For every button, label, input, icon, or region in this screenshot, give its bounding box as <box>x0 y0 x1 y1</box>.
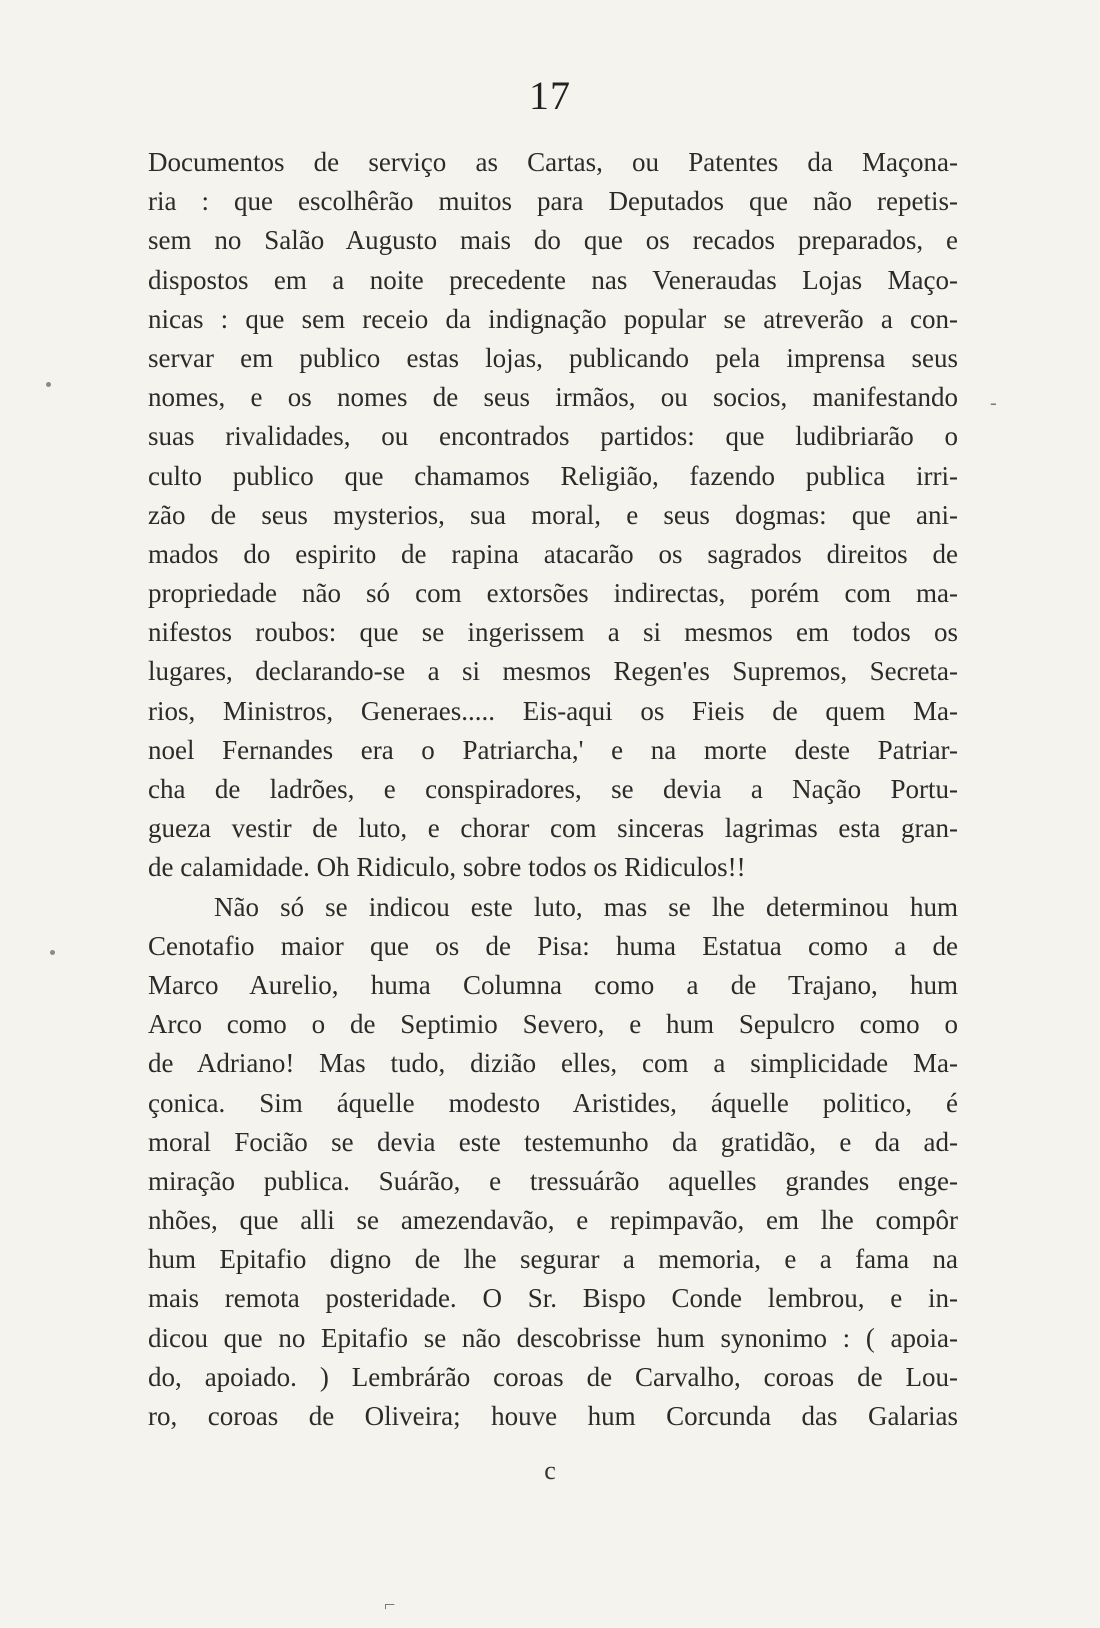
text-line: Marco Aurelio, huma Columna como a de Trajano, hum <box>148 969 958 1000</box>
page-number: 17 <box>529 73 571 118</box>
text-line: miração publica. Suárão, e tressuárão aquelles grandes enge- <box>148 1165 958 1196</box>
text-line: Documentos de serviço as Cartas, ou Patentes da Maçona- <box>148 147 958 177</box>
text-line: gueza vestir de luto, e chorar com sinceras lagrimas esta gran- <box>148 813 958 844</box>
ink-speck <box>50 950 55 955</box>
ink-speck <box>46 382 51 387</box>
text-line: mais remota posteridade. O Sr. Bispo Conde lembrou, e in- <box>148 1283 958 1314</box>
margin-mark: - <box>990 392 997 414</box>
text-line: culto publico que chamamos Religião, fazendo publica irri- <box>148 460 958 491</box>
text-line: Cenotafio maior que os de Pisa: huma Estatua como a de <box>148 930 958 961</box>
text-line: hum Epitafio digno de lhe segurar a memoria, e a fama na <box>148 1244 958 1275</box>
paragraph-end-line: de calamidade. Oh Ridiculo, sobre todos os Ridiculos!! <box>148 852 746 883</box>
text-line: lugares, declarando-se a si mesmos Regen'es Supremos, Secreta- <box>148 656 958 687</box>
text-line: dispostos em a noite precedente nas Veneraudas Lojas Maço- <box>148 264 958 295</box>
margin-mark: ⌐ <box>384 1594 396 1616</box>
text-line: ria : que escolhêrão muitos para Deputados que não repetis- <box>148 186 958 217</box>
text-line: suas rivalidades, ou encontrados partidos: que ludibriarão o <box>148 421 958 452</box>
text-line: sem no Salão Augusto mais do que os recados preparados, e <box>148 225 958 256</box>
text-line: zão de seus mysterios, sua moral, e seus dogmas: que ani- <box>148 499 958 530</box>
text-line: do, apoiado. ) Lembrárão coroas de Carvalho, coroas de Lou- <box>148 1361 958 1392</box>
text-line: çonica. Sim áquelle modesto Aristides, áquelle politico, é <box>148 1087 958 1118</box>
text-line: servar em publico estas lojas, publicando pela imprensa seus <box>148 342 958 373</box>
text-line: de Adriano! Mas tudo, dizião elles, com a simplicidade Ma- <box>148 1048 958 1079</box>
text-line: nicas : que sem receio da indignação popular se atreverão a con- <box>148 303 958 334</box>
text-line: moral Focião se devia este testemunho da gratidão, e da ad- <box>148 1126 958 1157</box>
paragraph-start-line: Não só se indicou este luto, mas se lhe determinou hum <box>214 891 958 922</box>
text-line: mados do espirito de rapina atacarão os sagrados direitos de <box>148 538 958 569</box>
body-text <box>148 143 958 1436</box>
text-line: cha de ladrões, e conspiradores, se devia a Nação Portu- <box>148 774 958 804</box>
text-line: propriedade não só com extorsões indirectas, porém com ma- <box>148 578 958 609</box>
text-line: nifestos roubos: que se ingerissem a si mesmos em todos os <box>148 617 958 648</box>
text-line: nomes, e os nomes de seus irmãos, ou socios, manifestando <box>148 382 958 413</box>
text-line: dicou que no Epitafio se não descobrisse hum synonimo : ( apoia- <box>148 1322 958 1353</box>
text-line: rios, Ministros, Generaes..... Eis-aqui os Fieis de quem Ma- <box>148 695 958 726</box>
signature-mark: c <box>544 1456 556 1485</box>
text-line: noel Fernandes era o Patriarcha,' e na morte deste Patriar- <box>148 734 958 765</box>
text-line: nhões, que alli se amezendavão, e repimpavão, em lhe compôr <box>148 1205 958 1236</box>
text-line: Arco como o de Septimio Severo, e hum Sepulcro como o <box>148 1009 958 1040</box>
text-line: ro, coroas de Oliveira; houve hum Corcunda das Galarias <box>148 1401 958 1431</box>
